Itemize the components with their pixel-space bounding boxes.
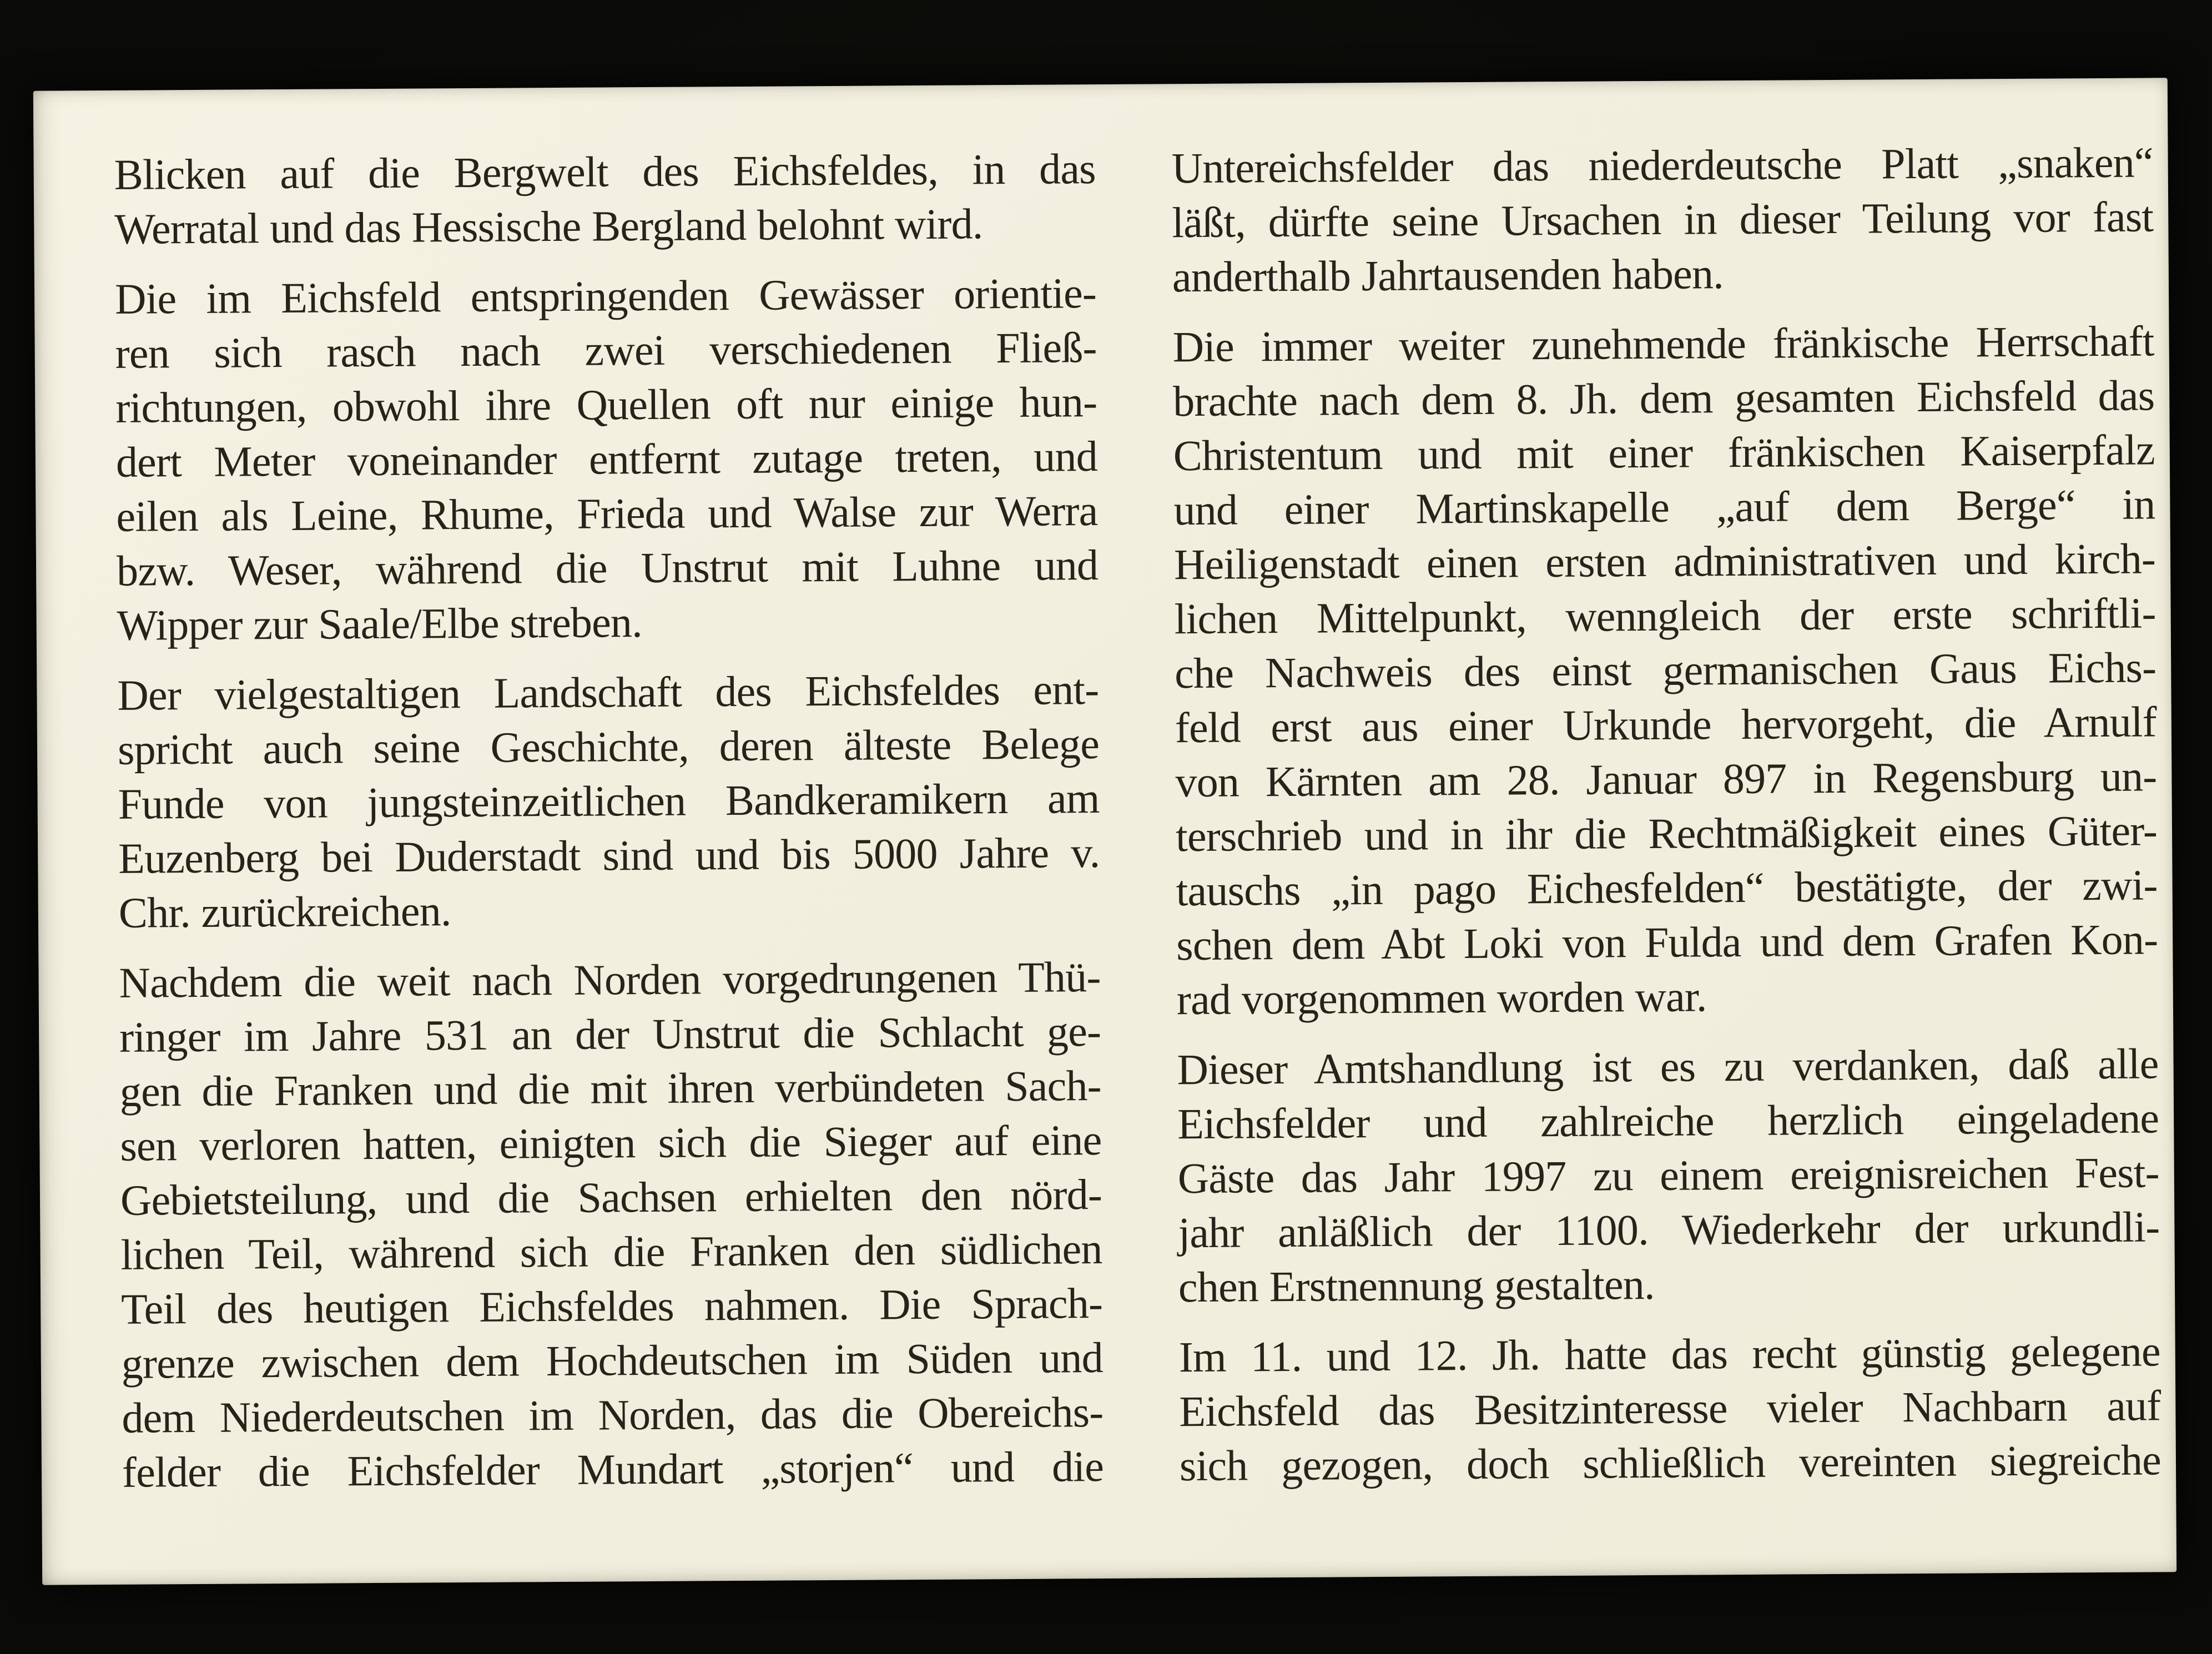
paragraph — [115, 266, 1099, 653]
text-line: Teil des heutigen Eichsfeldes nahmen. Die Sprach- — [120, 1279, 1103, 1333]
paragraph — [117, 662, 1100, 940]
text-line: eilen als Leine, Rhume, Frieda und Walse zur Werra — [116, 486, 1098, 541]
paragraph — [119, 950, 1104, 1500]
text-line: Funde von jungsteinzeitlichen Bandkeramikern am — [118, 774, 1100, 828]
text-line: Blicken auf die Bergwelt des Eichsfeldes, in das — [114, 144, 1096, 199]
text-line: Eichsfelder und zahlreiche herzlich eingeladene — [1177, 1093, 2159, 1148]
text-line: tauschs „in pago Eichesfelden“ bestätigte, der zwi- — [1176, 860, 2158, 915]
text-line: Christentum und mit einer fränkischen Kaiserpfalz — [1173, 425, 2155, 480]
text-line: Werratal und das Hessische Bergland belohnt wird. — [114, 199, 983, 253]
text-line: lichen Teil, während sich die Franken den südlichen — [120, 1224, 1102, 1279]
text-line: terschrieb und in ihr die Rechtmäßigkeit eines Güter- — [1175, 806, 2158, 861]
text-line: Heiligenstadt einen ersten administrativen und kirch- — [1173, 534, 2156, 589]
text-line: Im 11. und 12. Jh. hatte das recht günstig gelegene — [1178, 1327, 2161, 1381]
text-line: Gäste das Jahr 1997 zu einem ereignisreichen Fest- — [1177, 1148, 2160, 1203]
text-line: che Nachweis des einst germanischen Gaus Eichs- — [1174, 643, 2156, 698]
paragraph — [114, 142, 1096, 256]
text-line: Die im Eichsfeld entspringenden Gewässer orientie- — [114, 269, 1097, 323]
scanned-page — [33, 78, 2176, 1585]
text-line: bzw. Weser, während die Unstrut mit Luhne und — [116, 541, 1099, 595]
text-line: von Kärnten am 28. Januar 897 in Regensburg un- — [1175, 752, 2157, 806]
text-line: rad vorgenommen worden war. — [1176, 972, 1707, 1024]
text-line: Eichsfeld das Besitzinteresse vieler Nachbarn auf — [1179, 1381, 2161, 1436]
text-line: Gebietsteilung, und die Sachsen erhielten den nörd- — [120, 1170, 1102, 1224]
text-line: Untereichsfelder das niederdeutsche Platt „snaken“ — [1171, 138, 2153, 193]
text-column-right — [1171, 135, 2161, 1578]
text-line: Wipper zur Saale/Elbe streben. — [117, 598, 643, 649]
page-content — [33, 78, 2176, 1585]
text-line: und einer Martinskapelle „auf dem Berge“ in — [1173, 480, 2155, 534]
text-line: dert Meter voneinander entfernt zutage treten, und — [115, 432, 1098, 486]
text-line: lichen Mittelpunkt, wenngleich der erste schriftli- — [1174, 588, 2156, 643]
text-line: grenze zwischen dem Hochdeutschen im Süden und — [121, 1333, 1104, 1388]
text-line: jahr anläßlich der 1100. Wiederkehr der urkundli- — [1178, 1202, 2160, 1257]
paragraph — [1178, 1324, 2161, 1493]
text-line: gen die Franken und die mit ihren verbündeten Sach- — [119, 1061, 1102, 1116]
text-line: schen dem Abt Loki von Fulda und dem Grafen Kon- — [1176, 915, 2158, 970]
text-line: Chr. zurückreichen. — [118, 886, 451, 937]
text-line: dem Niederdeutschen im Norden, das die Obereichs- — [122, 1388, 1104, 1442]
paragraph — [1177, 1036, 2160, 1314]
text-line: spricht auch seine Geschichte, deren älteste Belege — [117, 719, 1100, 774]
text-line: richtungen, obwohl ihre Quellen oft nur einige hun- — [115, 377, 1097, 432]
text-line: Nachdem die weit nach Norden vorgedrungenen Thü- — [119, 952, 1101, 1007]
text-line: brachte nach dem 8. Jh. dem gesamten Eichsfeld das — [1173, 371, 2155, 426]
text-line: Der vielgestaltigen Landschaft des Eichsfeldes ent- — [117, 665, 1099, 719]
text-line: sich gezogen, doch schließlich vereinten siegreiche — [1179, 1435, 2161, 1490]
text-line: feld erst aus einer Urkunde hervorgeht, die Arnulf — [1175, 697, 2157, 752]
text-line: anderthalb Jahrtausenden haben. — [1172, 249, 1724, 301]
text-line: Euzenberg bei Duderstadt sind und bis 5000 Jahre v. — [118, 828, 1100, 883]
text-line: Dieser Amtshandlung ist es zu verdanken, daß alle — [1177, 1039, 2159, 1094]
text-column-left — [114, 142, 1104, 1585]
text-line: ringer im Jahre 531 an der Unstrut die Schlacht ge- — [119, 1007, 1101, 1061]
paragraph — [1172, 314, 2158, 1027]
text-line: chen Erstnennung gestalten. — [1178, 1259, 1655, 1312]
text-line: ren sich rasch nach zwei verschiedenen Fließ- — [115, 323, 1097, 377]
text-line: läßt, dürfte seine Ursachen in dieser Teilung vor fast — [1172, 192, 2154, 247]
text-line: felder die Eichsfelder Mundart „storjen“ und die — [122, 1442, 1104, 1496]
text-line: Die immer weiter zunehmende fränkische Herrschaft — [1172, 316, 2154, 371]
paragraph — [1171, 135, 2154, 304]
text-line: sen verloren hatten, einigten sich die Sieger auf eine — [120, 1116, 1102, 1170]
